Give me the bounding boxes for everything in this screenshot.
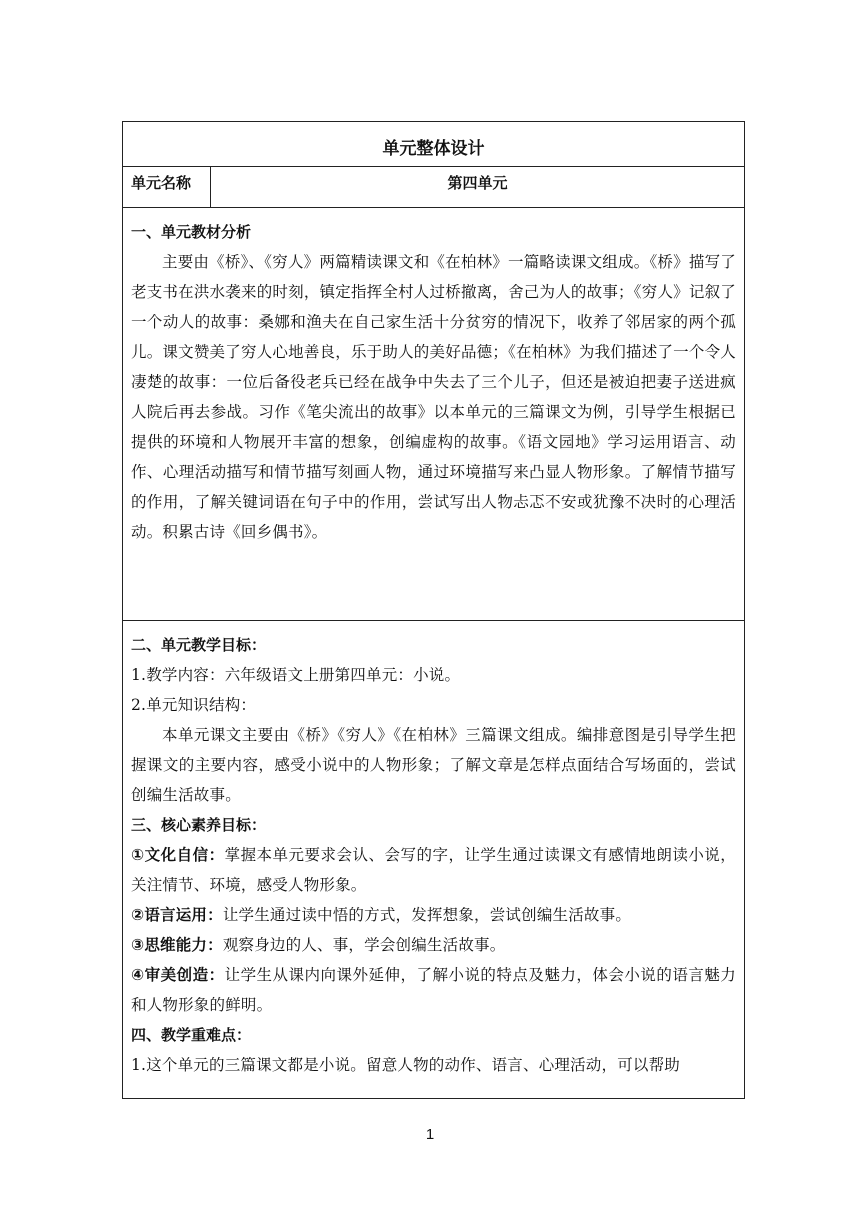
goal-item	[131, 900, 736, 930]
section-heading: 一、单元教材分析	[131, 223, 252, 241]
section-heading: 四、教学重难点：	[131, 1026, 252, 1044]
teaching-goals-section	[123, 621, 744, 1098]
table-title-row	[123, 122, 744, 167]
table-title: 单元整体设计	[382, 139, 485, 159]
list-item: 1.教学内容：六年级语文上册第四单元：小说。	[131, 666, 461, 684]
section-paragraph: 本单元课文主要由《桥》《穷人》《在柏林》三篇课文组成。编排意图是引导学生把握课文的主要内容，感受小说中的人物形象；了解文章是怎样点面结合写场面的，尝试创编生活故事。	[131, 726, 736, 804]
unit-design-table	[122, 121, 745, 1099]
section-heading: 二、单元教学目标：	[131, 636, 267, 654]
goal-label: ④审美创造：	[131, 966, 225, 984]
material-analysis-section	[123, 208, 744, 621]
goal-text: 观察身边的人、事，学会创编生活故事。	[222, 936, 506, 954]
section-paragraph: 主要由《桥》、《穷人》两篇精读课文和《在柏林》一篇略读课文组成。《桥》描写了老支书在洪水袭来的时刻，镇定指挥全村人过桥撤离，舍己为人的故事；《穷人》记叙了一个动人的故事：桑娜和渔夫在自己家生活十分贫穷的情况下，收养了邻居家的两个孤儿。课文赞美了穷人心地善良，乐于助人的美好品德；《在柏林》为我们描述了一个令人凄楚的故事：一位后备役老兵已经在战争中失去了三个儿子，但还是被迫把妻子送进疯人院后再去参战。习作《笔尖流出的故事》以本单元的三篇课文为例，引导学生根据已提供的环境和人物展开丰富的想象，创编虚构的故事。《语文园地》学习运用语言、动作、心理活动描写和情节描写刻画人物，通过环境描写来凸显人物形象。了解情节描写的作用，了解关键词语在句子中的作用，尝试写出人物忐忑不安或犹豫不决时的心理活动。积累古诗《回乡偶书》。	[131, 253, 736, 541]
goal-label: ①文化自信：	[131, 846, 225, 864]
goal-item	[131, 960, 736, 1020]
goal-text: 让学生通过读中悟的方式，发挥想象，尝试创编生活故事。	[222, 906, 632, 924]
goal-text: 让学生从课内向课外延伸，了解小说的特点及魅力，体会小说的语言魅力和人物形象的鲜明。	[131, 966, 737, 1014]
unit-name-label: 单元名称	[123, 167, 211, 207]
section-heading: 三、核心素养目标：	[131, 816, 267, 834]
goal-label: ②语言运用：	[131, 906, 223, 924]
goal-label: ③思维能力：	[131, 936, 223, 954]
list-item: 1.这个单元的三篇课文都是小说。留意人物的动作、语言、心理活动，可以帮助	[131, 1056, 680, 1074]
list-item: 2.单元知识结构：	[131, 696, 257, 714]
goal-text: 掌握本单元要求会认、会写的字，让学生通过读课文有感情地朗读小说，关注情节、环境，感受人物形象。	[131, 846, 737, 894]
page-number: 1	[425, 1126, 435, 1143]
goal-item	[131, 840, 736, 900]
unit-name-row	[123, 167, 744, 208]
goal-item	[131, 930, 736, 960]
unit-name-value: 第四单元	[447, 174, 508, 192]
